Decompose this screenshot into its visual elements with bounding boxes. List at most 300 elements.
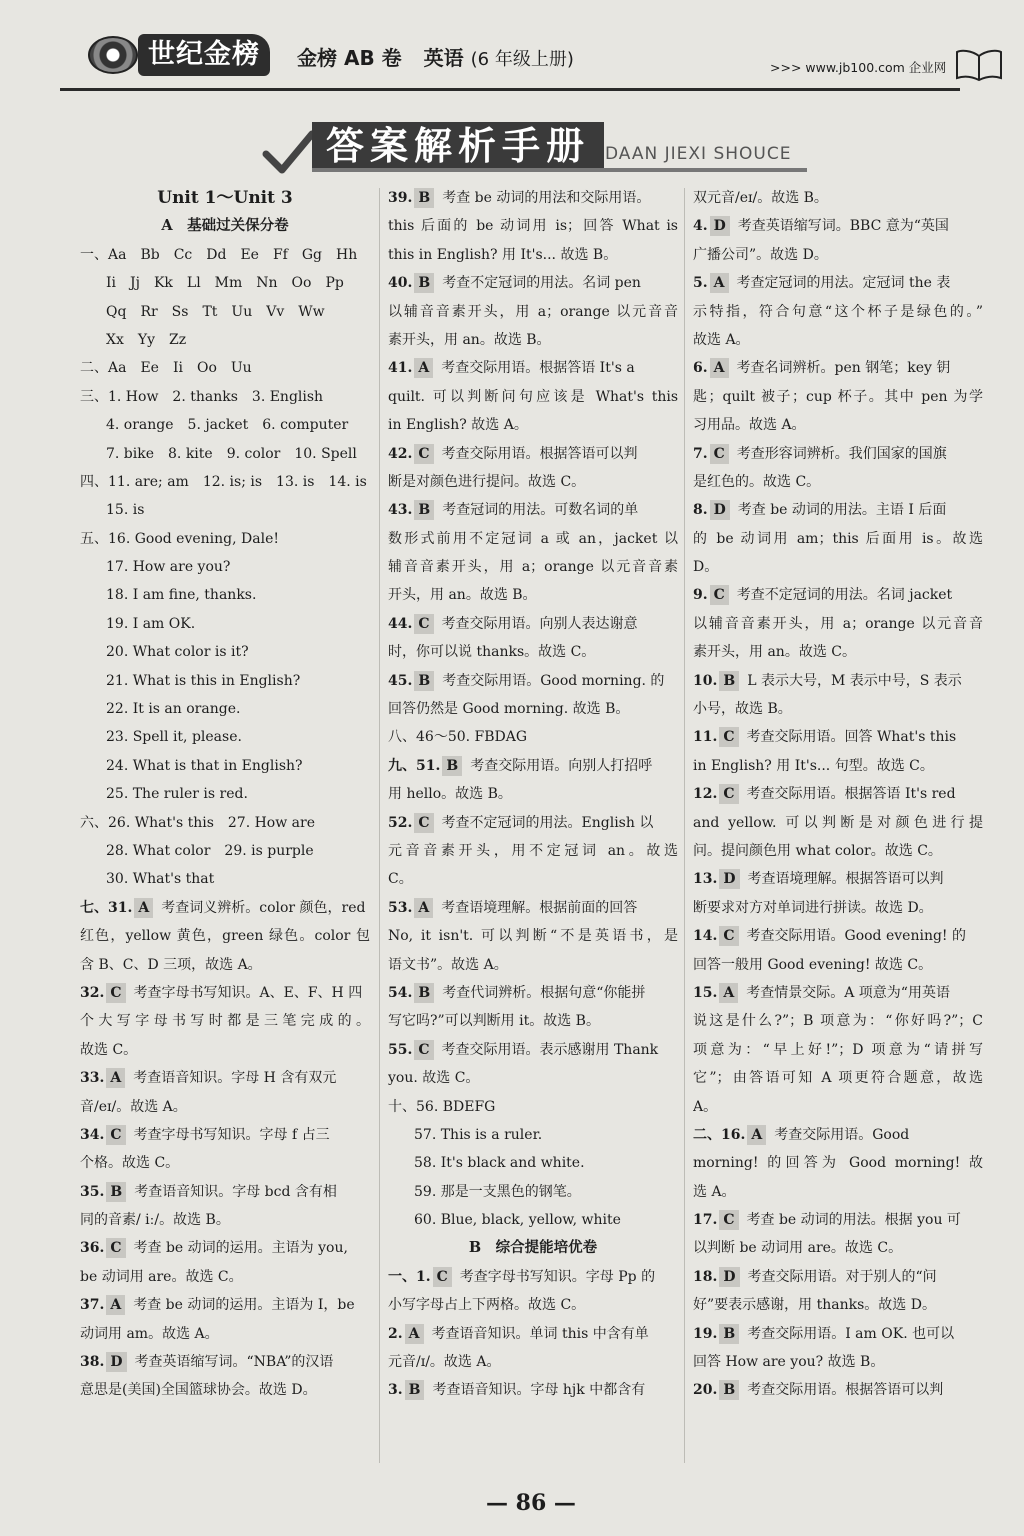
answer-letter-badge: B	[414, 983, 434, 1003]
banner-title: 答案解析手册	[312, 122, 604, 170]
answer-line	[80, 1263, 370, 1291]
answer-letter-badge: C	[106, 983, 125, 1003]
answer-text: 是红色的。故选 C。	[693, 473, 821, 490]
answer-text: 考查 be 动词的用法。根据 you 可	[746, 1212, 961, 1229]
answer-letter-badge: B	[719, 1380, 739, 1400]
answer-text: 考查交际用语。Good	[774, 1126, 910, 1143]
answer-text: 考查代词辨析。根据句意“你能拼	[442, 984, 646, 1001]
question-number: 9.	[693, 587, 708, 604]
answer-text: 考查不定冠词的用法。名词 pen	[442, 275, 641, 292]
answer-line	[80, 780, 370, 808]
answer-line	[388, 1320, 678, 1348]
question-number: 45.	[388, 672, 413, 689]
answer-text: 十、56. BDEFG	[388, 1098, 496, 1115]
answer-text: 写它吗?”可以判断用 it。故选 B。	[388, 1013, 600, 1030]
answer-text: 考查情景交际。A 项意为“用英语	[746, 984, 950, 1001]
answer-text: 考查 be 动词的用法。主语 I 后面	[737, 502, 947, 519]
answer-line	[693, 1064, 983, 1092]
answer-text: this 后面的 be 动词用 is；回答 What is	[388, 218, 678, 235]
answer-text: 素开头，用 an。故选 B。	[388, 331, 551, 348]
answer-line	[693, 695, 983, 723]
answer-text: this in English? 用 It's... 故选 B。	[388, 246, 618, 263]
answer-line	[388, 667, 678, 695]
answer-text: 22. It is an orange.	[106, 701, 241, 718]
answer-text: be 动词用 are。故选 C。	[80, 1268, 243, 1285]
question-number: 41.	[388, 360, 413, 377]
answer-text: 广播公司”。故选 D。	[693, 246, 828, 263]
answer-text: L 表示大号，M 表示中号，S 表示	[747, 672, 962, 689]
question-number: 18.	[693, 1268, 718, 1285]
answer-letter-badge: D	[719, 869, 739, 889]
answer-text: 考查语音知识。字母 H 含有双元	[133, 1070, 337, 1087]
question-number: 二、16.	[693, 1126, 746, 1143]
answer-letter-badge: C	[719, 1210, 738, 1230]
answer-text: 以辅音音素开头，用 a；orange 以元音音	[388, 303, 678, 320]
answer-line	[693, 525, 983, 553]
answer-text: 考查定冠词的用法。定冠词 the 表	[736, 275, 951, 292]
series-name: 金榜 AB 卷	[297, 46, 402, 70]
answer-line	[80, 837, 370, 865]
banner-pinyin: DAAN JIEXI SHOUCE	[605, 144, 792, 164]
answer-text: 考查形容词辨析。我们国家的国旗	[736, 445, 947, 462]
answer-letter-badge: D	[710, 216, 730, 236]
answer-line	[80, 468, 370, 496]
answer-line	[693, 440, 983, 468]
answer-line	[80, 809, 370, 837]
question-number: 4.	[693, 218, 708, 235]
answer-line	[80, 723, 370, 751]
question-number: 52.	[388, 814, 413, 831]
answer-line	[693, 667, 983, 695]
answer-text: 考查冠词的用法。可数名词的单	[442, 502, 639, 519]
answer-line	[693, 1320, 983, 1348]
answer-text: 58. It's black and white.	[414, 1155, 585, 1172]
question-number: 14.	[693, 928, 718, 945]
answer-text: 以判断 be 动词用 are。故选 C。	[693, 1240, 903, 1257]
answer-letter-badge: C	[433, 1267, 452, 1287]
answer-line	[693, 865, 983, 893]
answer-line	[693, 496, 983, 524]
answer-text: quilt. 可以判断问句应该是 What's this	[388, 388, 678, 405]
answer-letter-badge: A	[134, 898, 153, 918]
answer-letter-badge: C	[719, 727, 738, 747]
answer-text: 数形式前用不定冠词 a 或 an，jacket 以	[388, 530, 678, 547]
answer-text: 个大写字母书写时都是三笔完成的。	[80, 1013, 370, 1030]
question-number: 34.	[80, 1126, 105, 1143]
answer-text: 考查语音知识。单词 this 中含有单	[431, 1325, 649, 1342]
answer-text: 回答 How are you? 故选 B。	[693, 1354, 885, 1371]
question-number: 35.	[80, 1183, 105, 1200]
answer-line	[388, 298, 678, 326]
title-banner	[262, 112, 807, 182]
answer-text: 考查字母书写知识。字母 f 占三	[133, 1126, 330, 1143]
question-number: 九、51.	[388, 757, 441, 774]
answer-line	[388, 1093, 678, 1121]
answer-text: and yellow. 可以判断是对颜色进行提	[693, 814, 983, 831]
answer-text: 60. Blue, black, yellow, white	[414, 1212, 621, 1229]
answer-letter-badge: C	[710, 444, 729, 464]
answer-line	[80, 212, 370, 240]
answer-text: 项意为：“早上好!”；D 项意为“请拼写	[693, 1041, 983, 1058]
answer-text: 考查名词辨析。pen 钢笔；key 钥	[736, 360, 951, 377]
answer-text: 三、1. How 2. thanks 3. English	[80, 388, 324, 405]
answer-letter-badge: A	[710, 273, 729, 293]
answer-letter-badge: C	[414, 614, 433, 634]
answer-line	[80, 1291, 370, 1319]
answer-line	[388, 894, 678, 922]
question-number: 20.	[693, 1382, 718, 1399]
answer-line	[388, 752, 678, 780]
answer-text: 小写字母占上下两格。故选 C。	[388, 1297, 586, 1314]
answer-letter-badge: C	[710, 585, 729, 605]
answer-text: 时，你可以说 thanks。故选 C。	[388, 644, 596, 661]
answer-text: 含 B、C、D 三项，故选 A。	[80, 956, 262, 973]
question-number: 32.	[80, 984, 105, 1001]
question-number: 40.	[388, 275, 413, 292]
question-number: 39.	[388, 190, 413, 206]
answer-line	[388, 496, 678, 524]
answer-line	[80, 1234, 370, 1262]
answer-line	[693, 411, 983, 439]
answer-text: 断要求对方对单词进行拼读。故选 D。	[693, 899, 933, 916]
answer-letter-badge: B	[414, 273, 434, 293]
answer-letter-badge: B	[719, 671, 739, 691]
answer-line	[388, 241, 678, 269]
question-number: 13.	[693, 871, 718, 888]
answer-letter-badge: A	[747, 1125, 766, 1145]
answer-line	[693, 326, 983, 354]
answer-text: 个格。故选 C。	[80, 1155, 180, 1172]
answer-text: 23. Spell it, please.	[106, 729, 242, 746]
answer-text: 选 A。	[693, 1183, 736, 1200]
answer-text: 考查交际用语。对于别人的“问	[747, 1268, 937, 1285]
answer-text: morning! 的回答为 Good morning! 故	[693, 1155, 983, 1172]
answer-line	[388, 837, 678, 865]
question-number: 3.	[388, 1382, 403, 1399]
answer-text: A。	[693, 1098, 718, 1115]
answer-letter-badge: A	[106, 1068, 125, 1088]
answer-text: 元音/ɪ/。故选 A。	[388, 1354, 501, 1371]
grade-label: (6 年级上册)	[470, 49, 574, 70]
answer-line	[693, 383, 983, 411]
answer-text: in English? 用 It's... 句型。故选 C。	[693, 757, 934, 774]
answer-line	[693, 1093, 983, 1121]
answer-letter-badge: D	[710, 500, 730, 520]
answer-line	[693, 1121, 983, 1149]
answer-line	[80, 184, 370, 212]
answer-line	[388, 354, 678, 382]
question-number: 七、31.	[80, 899, 133, 916]
answer-line	[80, 1178, 370, 1206]
answer-line	[80, 667, 370, 695]
answer-text: in English? 故选 A。	[388, 417, 528, 434]
answer-text: 15. is	[106, 502, 145, 519]
answer-line	[80, 269, 370, 297]
answer-line	[80, 496, 370, 524]
answer-text: 小号，故选 B。	[693, 701, 792, 718]
answer-column-1	[80, 184, 370, 1405]
answer-line	[693, 241, 983, 269]
answer-letter-badge: C	[106, 1125, 125, 1145]
answer-line	[388, 184, 678, 212]
answer-text: 19. I am OK.	[106, 615, 196, 632]
answer-line	[693, 269, 983, 297]
answer-line	[80, 326, 370, 354]
answer-text: 音/eɪ/。故选 A。	[80, 1098, 187, 1115]
answer-line	[388, 610, 678, 638]
answer-line	[80, 1376, 370, 1404]
answer-text: 意思是(美国)全国篮球协会。故选 D。	[80, 1382, 317, 1399]
answer-text: 57. This is a ruler.	[414, 1126, 543, 1143]
page-header	[0, 28, 1024, 90]
answer-line	[693, 894, 983, 922]
checkmark-icon	[262, 130, 314, 176]
answer-letter-badge: A	[414, 898, 433, 918]
question-number: 19.	[693, 1325, 718, 1342]
answer-line	[693, 837, 983, 865]
answer-line	[388, 951, 678, 979]
answer-line	[80, 241, 370, 269]
answer-text: 的 be 动词用 am；this 后面用 is。故选	[693, 530, 983, 547]
answer-text: Unit 1～Unit 3	[157, 188, 293, 208]
answer-text: 断是对颜色进行提问。故选 C。	[388, 473, 586, 490]
answer-line	[388, 780, 678, 808]
answer-text: 30. What's that	[106, 871, 215, 888]
answer-text: 红色，yellow 黄色，green 绿色。color 包	[80, 928, 370, 945]
answer-text: 好”要表示感谢，用 thanks。故选 D。	[693, 1297, 936, 1314]
answer-line	[388, 525, 678, 553]
column-divider	[379, 188, 380, 1463]
answer-text: 匙；quilt 被子；cup 杯子。其中 pen 为学	[693, 388, 983, 405]
answer-line	[80, 894, 370, 922]
answer-text: 六、26. What's this 27. How are	[80, 814, 315, 831]
answer-text: 17. How are you?	[106, 559, 231, 576]
answer-line	[693, 1149, 983, 1177]
website-label: >>> www.jb100.com 企业网	[770, 60, 947, 75]
answer-line	[80, 525, 370, 553]
answer-line	[80, 1007, 370, 1035]
answer-text: 素开头，用 an。故选 C。	[693, 644, 856, 661]
answer-line	[693, 298, 983, 326]
answer-text: 以辅音音素开头，用 a；orange 以元音音	[693, 615, 983, 632]
answer-text: 18. I am fine, thanks.	[106, 587, 257, 604]
question-number: 17.	[693, 1212, 718, 1229]
answer-text: 考查不定冠词的用法。名词 jacket	[736, 587, 953, 604]
answer-text: 语文书”。故选 A。	[388, 956, 508, 973]
answer-letter-badge: C	[719, 926, 738, 946]
answer-line	[80, 638, 370, 666]
brand-emblem-icon	[88, 36, 138, 74]
answer-line	[388, 326, 678, 354]
question-number: 37.	[80, 1297, 105, 1314]
answer-line	[388, 1178, 678, 1206]
answer-column-2	[388, 184, 678, 1405]
answer-line	[693, 638, 983, 666]
answer-line	[80, 354, 370, 382]
answer-line	[80, 752, 370, 780]
answer-text: 八、46～50. FBDAG	[388, 729, 528, 746]
answer-text: 考查交际用语。向别人表达谢意	[441, 615, 638, 632]
answer-text: 24. What is that in English?	[106, 757, 303, 774]
answer-text: Qq Rr Ss Tt Uu Vv Ww	[106, 303, 325, 320]
subject-name: 英语	[423, 46, 464, 70]
answer-line	[693, 1376, 983, 1404]
question-number: 8.	[693, 502, 708, 519]
answer-text: 考查 be 动词的运用。主语为 I，be	[133, 1297, 355, 1314]
answer-text: 辅音音素开头，用 a；orange 以元音音素	[388, 559, 678, 576]
answer-line	[80, 979, 370, 1007]
answer-text: 故选 C。	[80, 1041, 138, 1058]
question-number: 7.	[693, 445, 708, 462]
answer-letter-badge: A	[414, 358, 433, 378]
question-number: 54.	[388, 984, 413, 1001]
answer-text: 它”；由答语可知 A 项更符合题意，故选	[693, 1070, 983, 1087]
answer-text: 考查交际用语。Good morning. 的	[442, 672, 665, 689]
answer-line	[388, 383, 678, 411]
answer-text: 考查交际用语。I am OK. 也可以	[747, 1325, 955, 1342]
answer-line	[388, 1064, 678, 1092]
question-number: 5.	[693, 275, 708, 292]
answer-line	[80, 440, 370, 468]
answer-text: 说这是什么?”；B 项意为：“你好吗?”；C	[693, 1013, 983, 1030]
question-number: 33.	[80, 1070, 105, 1087]
header-rule	[60, 88, 960, 91]
answer-letter-badge: A	[719, 983, 738, 1003]
answer-line	[80, 610, 370, 638]
answer-text: 考查交际用语。向别人打招呼	[470, 757, 653, 774]
answer-line	[388, 1007, 678, 1035]
answer-line	[693, 723, 983, 751]
answer-line	[693, 979, 983, 1007]
answer-text: No, it isn't. 可以判断“不是英语书，是	[388, 928, 678, 945]
answer-text: 考查不定冠词的用法。English 以	[441, 814, 654, 831]
answer-line	[388, 440, 678, 468]
answer-text: 双元音/eɪ/。故选 B。	[693, 190, 828, 206]
answer-text: 考查交际用语。根据答语 It's a	[441, 360, 635, 377]
answer-text: 25. The ruler is red.	[106, 786, 248, 803]
answer-text: 四、11. are; am 12. is; is 13. is 14. is	[80, 473, 367, 490]
answer-text: 考查语境理解。根据答语可以判	[747, 871, 944, 888]
answer-text: 问。提问颜色用 what color。故选 C。	[693, 842, 942, 859]
answer-letter-badge: C	[414, 813, 433, 833]
answer-line	[693, 922, 983, 950]
answer-line	[80, 411, 370, 439]
answer-letter-badge: D	[719, 1267, 739, 1287]
answer-line	[80, 922, 370, 950]
answer-text: 考查英语缩写词。“NBA”的汉语	[134, 1354, 334, 1371]
answer-line	[80, 865, 370, 893]
answer-line	[693, 553, 983, 581]
answer-letter-badge: B	[106, 1182, 126, 1202]
answer-line	[80, 1348, 370, 1376]
answer-line	[693, 184, 983, 212]
answer-line	[693, 809, 983, 837]
answer-text: 考查语音知识。字母 hjk 中都含有	[432, 1382, 646, 1399]
answer-line	[80, 553, 370, 581]
answer-text: 59. 那是一支黑色的钢笔。	[414, 1183, 581, 1200]
answer-line	[388, 553, 678, 581]
answer-text: 21. What is this in English?	[106, 672, 301, 689]
answer-text: 考查交际用语。表示感谢用 Thank	[441, 1041, 659, 1058]
answer-text: 考查交际用语。根据答语可以判	[747, 1382, 944, 1399]
answer-text: 考查交际用语。Good evening! 的	[746, 928, 966, 945]
question-number: 2.	[388, 1325, 403, 1342]
answer-line	[388, 1121, 678, 1149]
answer-line	[388, 212, 678, 240]
answer-letter-badge: B	[719, 1324, 739, 1344]
answer-line	[693, 780, 983, 808]
answer-line	[388, 809, 678, 837]
answer-text: 考查词义辨析。color 颜色，red	[161, 899, 366, 916]
answer-text: 元音音素开头，用不定冠词 an。故选	[388, 842, 678, 859]
answer-line	[388, 979, 678, 1007]
answer-text: Ii Jj Kk Ll Mm Nn Oo Pp	[106, 275, 344, 292]
question-number: 42.	[388, 445, 413, 462]
answer-line	[693, 951, 983, 979]
answer-column-3	[693, 184, 983, 1405]
answer-line	[693, 1007, 983, 1035]
answer-text: 考查 be 动词的运用。主语为 you,	[133, 1240, 348, 1257]
column-divider	[684, 188, 685, 1463]
answer-line	[388, 638, 678, 666]
answer-line	[693, 1291, 983, 1319]
answer-text: 动词用 am。故选 A。	[80, 1325, 219, 1342]
question-number: 38.	[80, 1354, 105, 1371]
page-number: — 86 —	[486, 1490, 576, 1516]
answer-text: 4. orange 5. jacket 6. computer	[106, 417, 349, 434]
answer-line	[693, 354, 983, 382]
question-number: 44.	[388, 615, 413, 632]
answer-text: Xx Yy Zz	[106, 331, 187, 348]
answer-text: 考查语音知识。字母 bcd 含有相	[134, 1183, 337, 1200]
answer-text: 二、Aa Ee Ii Oo Uu	[80, 360, 252, 377]
answer-line	[388, 723, 678, 751]
question-number: 43.	[388, 502, 413, 519]
answer-text: 回答一般用 Good evening! 故选 C。	[693, 956, 933, 973]
answer-line	[693, 212, 983, 240]
answer-letter-badge: C	[106, 1238, 125, 1258]
answer-line	[388, 1206, 678, 1234]
answer-line	[693, 752, 983, 780]
answer-line	[80, 1093, 370, 1121]
answer-text: 考查 be 动词的用法和交际用语。	[442, 190, 651, 206]
answer-letter-badge: A	[710, 358, 729, 378]
answer-line	[388, 1036, 678, 1064]
answer-text: C。	[388, 871, 413, 888]
answer-text: you. 故选 C。	[388, 1070, 480, 1087]
answer-line	[388, 922, 678, 950]
answer-line	[388, 1263, 678, 1291]
answer-line	[80, 1064, 370, 1092]
answer-line	[388, 1234, 678, 1262]
answer-letter-badge: B	[442, 756, 462, 776]
answer-line	[80, 695, 370, 723]
question-number: 36.	[80, 1240, 105, 1257]
answer-letter-badge: C	[719, 784, 738, 804]
answer-text: 开头，用 an。故选 B。	[388, 587, 537, 604]
question-number: 11.	[693, 729, 718, 746]
answer-text: 考查交际用语。回答 What's this	[746, 729, 957, 746]
answer-line	[388, 411, 678, 439]
answer-line	[80, 951, 370, 979]
answer-letter-badge: A	[405, 1324, 424, 1344]
answer-letter-badge: C	[414, 444, 433, 464]
answer-text: 考查字母书写知识。字母 Pp 的	[459, 1268, 656, 1285]
answer-text: 考查交际用语。根据答语 It's red	[746, 786, 956, 803]
answer-text: 28. What color 29. is purple	[106, 842, 314, 859]
open-book-icon	[955, 48, 1003, 82]
answer-line	[80, 1320, 370, 1348]
